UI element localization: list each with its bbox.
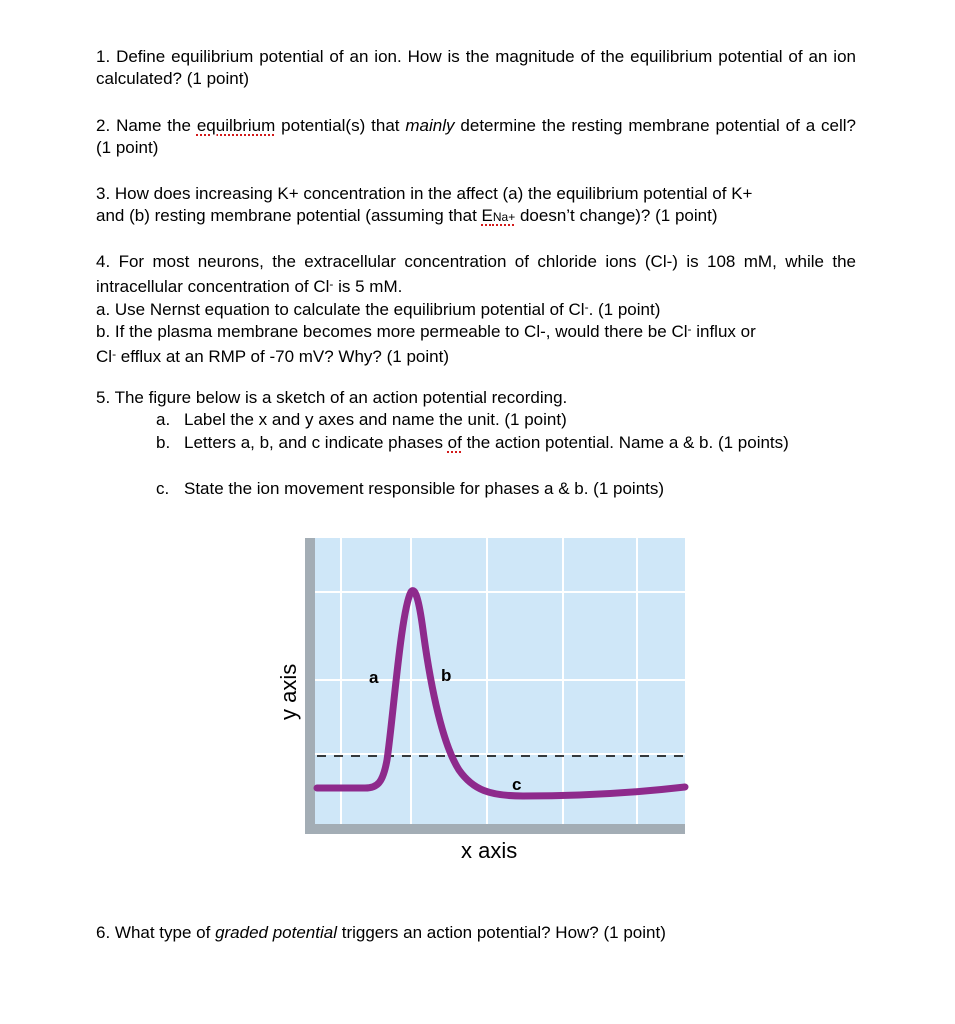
question-3-line-2-prefix: and (b) resting membrane potential (assuming that [96, 206, 482, 225]
y-axis-label: y axis [276, 663, 301, 720]
question-4b-text: b. If the plasma membrane becomes more permeable to Cl-, would there be Cl [96, 322, 688, 341]
spelling-squiggle-equilbrium: equilbrium [196, 116, 276, 135]
question-2-emphasis: mainly [405, 116, 455, 135]
ena-subscript: Na+ [492, 210, 516, 224]
question-4a-suffix: . (1 point) [588, 300, 661, 319]
question-4-intro [96, 251, 856, 298]
question-2-middle: potential(s) that [275, 116, 406, 135]
ena-symbol [482, 206, 516, 225]
question-5b-text [184, 432, 856, 454]
question-6 [96, 922, 856, 944]
chloride-superscript: - [687, 322, 692, 336]
action-potential-figure [265, 520, 715, 880]
question-5b-after: the action potential. Name a & b. (1 points) [461, 433, 789, 452]
question-6-prefix: 6. What type of [96, 923, 216, 942]
question-3 [96, 183, 856, 228]
question-4-intro-end: is 5 mM. [333, 277, 403, 296]
question-4b-line-2 [96, 343, 856, 368]
x-axis-label: x axis [461, 838, 518, 863]
x-axis-line [305, 824, 685, 834]
question-4b-line-1-main [96, 318, 756, 343]
y-axis-line [305, 538, 315, 834]
question-4b [96, 318, 856, 368]
question-6-emphasis: graded potential [215, 923, 337, 942]
chloride-superscript: - [112, 347, 117, 361]
question-1-text: 1. Define equilibrium potential of an ion. How is the magnitude of the equilibrium potential of an ion calculated? (1 point) [96, 47, 856, 88]
chloride-superscript: - [329, 277, 334, 291]
question-6-suffix: triggers an action potential? How? (1 point) [337, 923, 666, 942]
question-3-line-1: 3. How does increasing K+ concentration in the affect (a) the equilibrium potential of K+ [96, 184, 753, 203]
question-4-intro-text: 4. For most neurons, the extracellular concentration of chloride ions (Cl-) is 108 mM, while the intracellular concentration of Cl [96, 252, 856, 296]
phase-b-label: b [441, 666, 452, 685]
phase-a-label: a [369, 668, 379, 687]
question-4b-cl: Cl [96, 347, 113, 366]
phase-c-label: c [512, 775, 522, 794]
question-4a-text: a. Use Nernst equation to calculate the equilibrium potential of Cl [96, 300, 585, 319]
question-3-line-2 [96, 205, 856, 228]
question-2 [96, 115, 856, 159]
question-5-intro: 5. The figure below is a sketch of an action potential recording. [96, 388, 568, 407]
question-5a-text: Label the x and y axes and name the unit. (1 point) [184, 410, 567, 429]
question-4b-line-1 [96, 318, 856, 343]
list-marker: b. [156, 433, 171, 452]
list-marker: a. [156, 410, 171, 429]
question-4b-efflux: efflux at an RMP of -70 mV? Why? (1 point) [116, 347, 449, 366]
spelling-squiggle-of: of [447, 433, 462, 452]
question-4 [96, 251, 856, 298]
question-2-prefix: 2. Name the [96, 116, 197, 135]
question-3-line-2-suffix: doesn’t change)? (1 point) [515, 206, 718, 225]
question-1 [96, 46, 856, 90]
question-5c-text: State the ion movement responsible for phases a & b. (1 points) [184, 479, 665, 498]
question-4b-influx: influx or [691, 322, 756, 341]
ena-letter: E [481, 206, 493, 225]
chloride-superscript: - [584, 300, 589, 314]
question-2-suffix: determine the resting membrane potential of a cell? (1 point) [96, 116, 856, 157]
question-5b-before: Letters a, b, and c indicate phases [184, 433, 448, 452]
list-marker: c. [156, 479, 170, 498]
